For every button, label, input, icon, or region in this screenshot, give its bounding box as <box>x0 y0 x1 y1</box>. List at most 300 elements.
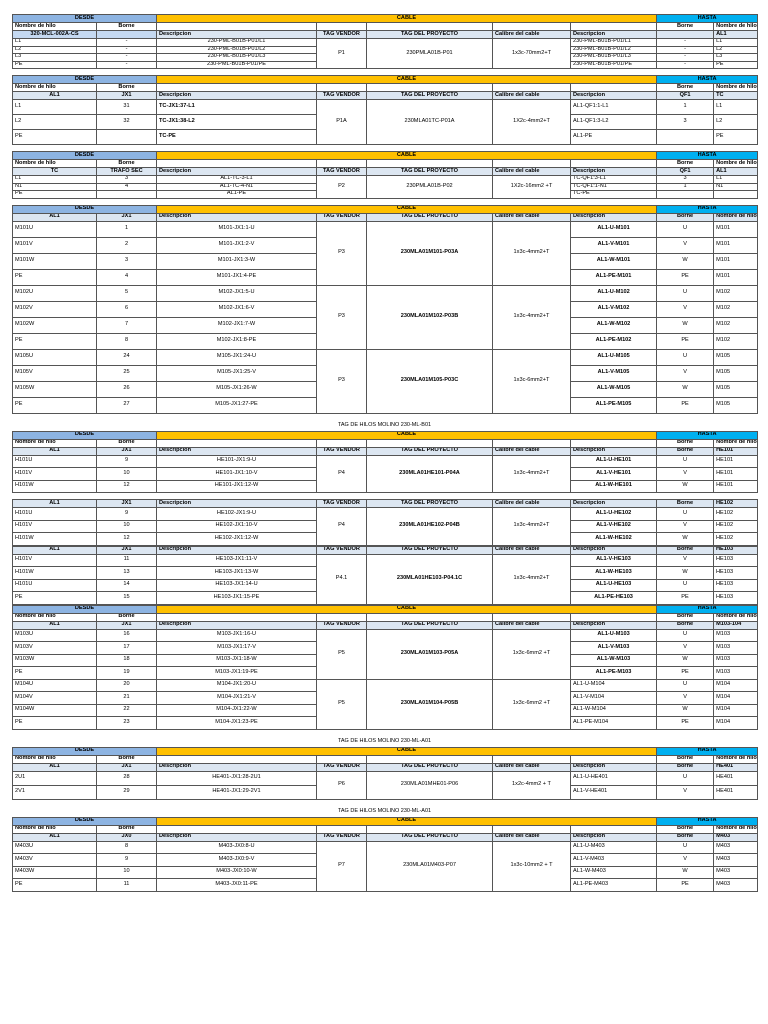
header-tag-proyecto: TAG DEL PROYECTO <box>367 833 493 841</box>
dest-description: AL1-PE <box>571 130 657 145</box>
source-description: M102-JX1:6-V <box>157 301 317 317</box>
group-cable: CABLE <box>157 205 657 213</box>
dest-description: 230-PML-B01B-P01/L2 <box>571 46 657 54</box>
dest-name: PE <box>714 130 758 145</box>
header-descripcion: Descripcion <box>571 31 657 39</box>
source-description: M103-JX1:17-V <box>157 642 317 655</box>
wire-name: PE <box>13 592 97 605</box>
terminal: 6 <box>97 301 157 317</box>
header-source: AL1 <box>13 92 97 100</box>
header-descripcion: Descripcion <box>571 168 657 176</box>
project-tag: 230MLA01HE101-P04A <box>367 455 493 493</box>
table-row <box>13 554 758 567</box>
source-description: HE401-JX1:28-2U1 <box>157 771 317 785</box>
cable-table <box>12 546 758 605</box>
cable-block <box>12 605 757 730</box>
wire-name: M403U <box>13 841 97 854</box>
wire-name: M403V <box>13 854 97 867</box>
header-source: AL1 <box>13 833 97 841</box>
dest-name: M102 <box>714 317 758 333</box>
dest-description: AL1-PE-M103 <box>571 667 657 680</box>
wire-name: L3 <box>13 54 97 62</box>
header-source: AL1 <box>13 447 97 455</box>
source-description: M104-JX1:21-V <box>157 692 317 705</box>
table-cell <box>157 160 317 168</box>
terminal <box>97 191 157 199</box>
header-descripcion: Descripcion <box>157 92 317 100</box>
project-tag: 230MLA01M101-P03A <box>367 221 493 285</box>
table-row <box>13 629 758 642</box>
wire-name: M103U <box>13 629 97 642</box>
group-hasta: HASTA <box>657 747 758 755</box>
table-cell <box>367 23 493 31</box>
terminal: 31 <box>97 100 157 115</box>
subheader-row <box>13 825 758 833</box>
header-borne <box>657 31 714 39</box>
source-description: HE103-JX1:11-V <box>157 554 317 567</box>
header-borne: Borne <box>657 825 714 833</box>
table-cell <box>157 613 317 621</box>
header-borne: Borne <box>657 755 714 763</box>
header-borne: Borne <box>657 546 714 554</box>
cable-gauge: 1x3c-10mm2 + T <box>493 841 571 891</box>
group-desde: DESDE <box>13 747 157 755</box>
header-descripcion: Descripcion <box>571 447 657 455</box>
header-descripcion: Descripcion <box>157 621 317 629</box>
header-nombre-hilo: Nombre de hilo <box>13 439 97 447</box>
dest-name: M102 <box>714 301 758 317</box>
terminal: 9 <box>97 508 157 521</box>
dest-name: M105 <box>714 397 758 413</box>
header-borne: Borne <box>657 447 714 455</box>
dest-description: AL1-U-M104 <box>571 679 657 692</box>
header-terminal: JX0 <box>97 833 157 841</box>
table-cell <box>571 755 657 763</box>
table-cell <box>317 755 367 763</box>
group-header-row <box>13 76 758 84</box>
source-description: M403-JX0:10-W <box>157 866 317 879</box>
terminal: 9 <box>97 455 157 468</box>
cable-block <box>12 546 757 605</box>
header-descripcion: Descripcion <box>157 500 317 508</box>
cable-gauge: 1x3c-6mm2+T <box>493 349 571 413</box>
wire-name: PE <box>13 879 97 892</box>
dest-description: AL1-V-M403 <box>571 854 657 867</box>
group-cable: CABLE <box>157 76 657 84</box>
dest-description: AL1-PE-M104 <box>571 717 657 730</box>
dest-description: AL1-V-HE401 <box>571 785 657 799</box>
header-tag-proyecto: TAG DEL PROYECTO <box>367 546 493 554</box>
dest-name: HE103 <box>714 567 758 580</box>
source-description: 230-PML-B01B-P01/PE <box>157 61 317 69</box>
header-nombre-hilo: Nombre de hilo <box>13 825 97 833</box>
dest-description: AL1-V-M102 <box>571 301 657 317</box>
header-calibre: Calibre del cable <box>493 546 571 554</box>
header-borne: Borne <box>97 825 157 833</box>
header-tag-vendor: TAG VENDOR <box>317 833 367 841</box>
tag-vendor: P7 <box>317 841 367 891</box>
dest-name: M104 <box>714 679 758 692</box>
dest-description: TC-PE <box>571 191 657 199</box>
terminal: 18 <box>97 654 157 667</box>
source-description: HE103-JX1:14-U <box>157 579 317 592</box>
header-nombre-hilo: Nombre de hilo <box>714 84 758 92</box>
header-destination: TC <box>714 92 758 100</box>
dest-name: L1 <box>714 100 758 115</box>
terminal: 4 <box>97 183 157 191</box>
dest-description: AL1-V-M103 <box>571 642 657 655</box>
header-borne: Borne <box>657 23 714 31</box>
subheader-row <box>13 160 758 168</box>
dest-description: AL1-PE-M403 <box>571 879 657 892</box>
dest-name: N1 <box>714 183 758 191</box>
header-descripcion: Descripcion <box>157 546 317 554</box>
cable-block <box>12 806 757 892</box>
tag-vendor: P3 <box>317 221 367 285</box>
cable-block <box>12 420 757 494</box>
dest-name: L2 <box>714 115 758 130</box>
header-nombre-hilo: Nombre de hilo <box>714 825 758 833</box>
project-tag: 230PMLA01B-P02 <box>367 176 493 199</box>
column-header-row <box>13 31 758 39</box>
terminal: 17 <box>97 642 157 655</box>
table-row <box>13 100 758 115</box>
source-description: AL1-PE <box>157 191 317 199</box>
dest-name: M403 <box>714 879 758 892</box>
source-description: HE102-JX1:12-W <box>157 533 317 546</box>
table-cell <box>571 23 657 31</box>
cable-table <box>12 14 758 69</box>
dest-description: AL1-U-M403 <box>571 841 657 854</box>
dest-name: M105 <box>714 349 758 365</box>
terminal: 23 <box>97 717 157 730</box>
dest-terminal: 1 <box>657 100 714 115</box>
header-destination: HE102 <box>714 500 758 508</box>
dest-description: TC-QF1:1-N1 <box>571 183 657 191</box>
table-row <box>13 771 758 785</box>
source-description: HE102-JX1:9-U <box>157 508 317 521</box>
project-tag: 230MLA01HE102-P04B <box>367 508 493 546</box>
table-row <box>13 508 758 521</box>
table-cell <box>367 613 493 621</box>
dest-terminal: 1 <box>657 183 714 191</box>
tag-vendor: P4.1 <box>317 554 367 604</box>
dest-description: AL1-W-M105 <box>571 381 657 397</box>
header-terminal: JX1 <box>97 763 157 771</box>
tag-vendor: P4 <box>317 508 367 546</box>
source-description: 230-PML-B01B-P01/L3 <box>157 54 317 62</box>
terminal: 26 <box>97 381 157 397</box>
table-row <box>13 679 758 692</box>
header-nombre-hilo: Nombre de hilo <box>13 160 97 168</box>
dest-name: M102 <box>714 285 758 301</box>
dest-terminal: V <box>657 692 714 705</box>
column-header-row <box>13 447 758 455</box>
header-borne: QF1 <box>657 92 714 100</box>
terminal: 16 <box>97 629 157 642</box>
wire-name: M102U <box>13 285 97 301</box>
source-description: M102-JX1:5-U <box>157 285 317 301</box>
header-borne: Borne <box>657 833 714 841</box>
project-tag: 230MLA01M105-P03C <box>367 349 493 413</box>
group-desde: DESDE <box>13 76 157 84</box>
column-header-row <box>13 92 758 100</box>
group-desde: DESDE <box>13 15 157 23</box>
header-tag-vendor: TAG VENDOR <box>317 500 367 508</box>
header-calibre: Calibre del cable <box>493 763 571 771</box>
dest-terminal: V <box>657 520 714 533</box>
table-cell <box>571 613 657 621</box>
dest-name: HE103 <box>714 592 758 605</box>
dest-description: AL1-PE-HE103 <box>571 592 657 605</box>
source-description: M105-JX1:25-V <box>157 365 317 381</box>
wire-name: M403W <box>13 866 97 879</box>
header-calibre: Calibre del cable <box>493 447 571 455</box>
dest-name: M104 <box>714 717 758 730</box>
group-header-row <box>13 747 758 755</box>
header-descripcion: Descripcion <box>571 546 657 554</box>
dest-terminal: V <box>657 365 714 381</box>
dest-name: M105 <box>714 381 758 397</box>
source-description: M105-JX1:26-W <box>157 381 317 397</box>
dest-name: HE401 <box>714 785 758 799</box>
dest-description: AL1-W-M104 <box>571 704 657 717</box>
table-cell <box>493 84 571 92</box>
terminal: 21 <box>97 692 157 705</box>
terminal: 24 <box>97 349 157 365</box>
dest-terminal: W <box>657 654 714 667</box>
subheader-row <box>13 23 758 31</box>
header-descripcion: Descripcion <box>571 621 657 629</box>
source-description: M102-JX1:7-W <box>157 317 317 333</box>
header-borne: Borne <box>657 613 714 621</box>
header-tag-proyecto: TAG DEL PROYECTO <box>367 763 493 771</box>
wire-name: L1 <box>13 176 97 184</box>
tag-vendor: P5 <box>317 629 367 679</box>
header-descripcion: Descripcion <box>571 92 657 100</box>
wire-name: M105V <box>13 365 97 381</box>
header-borne: Borne <box>97 84 157 92</box>
group-desde: DESDE <box>13 205 157 213</box>
project-tag: 230MLA01MHE01-P06 <box>367 771 493 799</box>
header-nombre-hilo: Nombre de hilo <box>13 613 97 621</box>
subheader-row <box>13 755 758 763</box>
source-description: TC-PE <box>157 130 317 145</box>
group-hasta: HASTA <box>657 15 758 23</box>
source-description: TC-JX1:37-L1 <box>157 100 317 115</box>
dest-terminal: U <box>657 679 714 692</box>
cable-table <box>12 431 758 494</box>
wire-name: L1 <box>13 100 97 115</box>
header-calibre: Calibre del cable <box>493 500 571 508</box>
group-header-row <box>13 817 758 825</box>
dest-description: 230-PML-B01B-P01/L3 <box>571 54 657 62</box>
terminal: 9 <box>97 854 157 867</box>
header-nombre-hilo: Nombre de hilo <box>13 23 97 31</box>
header-tag-proyecto: TAG DEL PROYECTO <box>367 168 493 176</box>
source-description: AL1-TC-3-L1 <box>157 176 317 184</box>
dest-terminal: U <box>657 349 714 365</box>
tag-vendor: P3 <box>317 349 367 413</box>
header-source: AL1 <box>13 621 97 629</box>
header-source: AL1 <box>13 763 97 771</box>
dest-terminal: W <box>657 567 714 580</box>
header-tag-vendor: TAG VENDOR <box>317 546 367 554</box>
terminal: 22 <box>97 704 157 717</box>
header-descripcion: Descripcion <box>157 833 317 841</box>
header-borne: Borne <box>657 500 714 508</box>
block-title: TAG DE HILOS MOLINO 230-ML-A01 <box>337 737 432 744</box>
header-terminal: JX1 <box>97 546 157 554</box>
cable-block <box>12 151 757 199</box>
dest-name: HE102 <box>714 533 758 546</box>
header-source: 320-MCL-002A-CS <box>13 31 97 39</box>
dest-name: M101 <box>714 221 758 237</box>
header-borne: Borne <box>657 439 714 447</box>
terminal: 28 <box>97 771 157 785</box>
table-row <box>13 176 758 184</box>
header-calibre: Calibre del cable <box>493 31 571 39</box>
dest-description: 230-PML-B01B-P01/PE <box>571 61 657 69</box>
table-cell <box>157 439 317 447</box>
terminal: 12 <box>97 533 157 546</box>
source-description: M101-JX1:2-V <box>157 237 317 253</box>
block-title: TAG DE HILOS MOLINO 230-ML-A01 <box>337 807 432 814</box>
group-desde: DESDE <box>13 152 157 160</box>
tag-vendor: P5 <box>317 679 367 729</box>
source-description: M102-JX1:8-PE <box>157 333 317 349</box>
table-cell <box>367 755 493 763</box>
group-cable: CABLE <box>157 747 657 755</box>
header-calibre: Calibre del cable <box>493 833 571 841</box>
table-row <box>13 841 758 854</box>
group-header-row <box>13 205 758 213</box>
wire-name: M101W <box>13 253 97 269</box>
source-description: M105-JX1:24-U <box>157 349 317 365</box>
cable-gauge: 1x3c-4mm2+T <box>493 455 571 493</box>
dest-description: AL1-V-HE101 <box>571 468 657 481</box>
dest-name: HE103 <box>714 554 758 567</box>
source-description: M104-JX1:23-PE <box>157 717 317 730</box>
table-cell <box>493 613 571 621</box>
dest-description: AL1-V-M101 <box>571 237 657 253</box>
column-header-row <box>13 500 758 508</box>
wire-name: M103W <box>13 654 97 667</box>
dest-terminal: W <box>657 704 714 717</box>
header-destination: AL1 <box>714 31 758 39</box>
source-description: M104-JX1:20-U <box>157 679 317 692</box>
source-description: M105-JX1:27-PE <box>157 397 317 413</box>
header-descripcion: Descripcion <box>157 447 317 455</box>
dest-terminal: U <box>657 771 714 785</box>
tag-vendor: P3 <box>317 285 367 349</box>
dest-name: M403 <box>714 841 758 854</box>
table-cell <box>157 825 317 833</box>
project-tag: 230MLA01M403-P07 <box>367 841 493 891</box>
dest-terminal: W <box>657 317 714 333</box>
dest-terminal: W <box>657 381 714 397</box>
dest-name: HE101 <box>714 480 758 493</box>
dest-terminal: PE <box>657 717 714 730</box>
group-hasta: HASTA <box>657 817 758 825</box>
group-header-row <box>13 152 758 160</box>
wire-name: H101V <box>13 468 97 481</box>
dest-description: AL1-V-M105 <box>571 365 657 381</box>
project-tag: 230MLA01M103-P05A <box>367 629 493 679</box>
dest-terminal: W <box>657 866 714 879</box>
dest-name: HE101 <box>714 468 758 481</box>
header-borne: Borne <box>97 439 157 447</box>
wire-name: H101W <box>13 533 97 546</box>
wire-name: PE <box>13 397 97 413</box>
wire-name: L2 <box>13 115 97 130</box>
group-header-row <box>13 431 758 439</box>
cable-gauge: 1x3c-4mm2+T <box>493 508 571 546</box>
terminal: 29 <box>97 785 157 799</box>
wire-name: M105W <box>13 381 97 397</box>
wire-name: H101V <box>13 554 97 567</box>
wire-name: M104V <box>13 692 97 705</box>
dest-name: PE <box>714 61 758 69</box>
terminal: 14 <box>97 579 157 592</box>
header-tag-proyecto: TAG DEL PROYECTO <box>367 213 493 221</box>
source-description: HE102-JX1:10-V <box>157 520 317 533</box>
wire-name: 2V1 <box>13 785 97 799</box>
header-descripcion: Descripcion <box>157 168 317 176</box>
cable-table <box>12 605 758 730</box>
wire-name: M105U <box>13 349 97 365</box>
header-calibre: Calibre del cable <box>493 213 571 221</box>
header-destination: AL1 <box>714 168 758 176</box>
terminal: 8 <box>97 333 157 349</box>
terminal: 7 <box>97 317 157 333</box>
cable-schedule-sheet <box>12 14 757 892</box>
cable-gauge: 1X2c-4mm2+T <box>493 100 571 145</box>
group-hasta: HASTA <box>657 605 758 613</box>
cable-gauge: 1x3c-4mm2+T <box>493 221 571 285</box>
dest-terminal: - <box>657 61 714 69</box>
header-terminal: JX1 <box>97 447 157 455</box>
dest-description: AL1-W-HE101 <box>571 480 657 493</box>
dest-description: AL1-W-M103 <box>571 654 657 667</box>
dest-description: AL1-W-M101 <box>571 253 657 269</box>
cable-gauge: 1X2c-16mm2 +T <box>493 176 571 199</box>
header-borne: QF1 <box>657 168 714 176</box>
source-description: HE401-JX1:29-2V1 <box>157 785 317 799</box>
header-nombre-hilo: Nombre de hilo <box>714 439 758 447</box>
wire-name: PE <box>13 61 97 69</box>
group-hasta: HASTA <box>657 152 758 160</box>
dest-name: M103 <box>714 667 758 680</box>
dest-name: L1 <box>714 39 758 47</box>
wire-name: 2U1 <box>13 771 97 785</box>
table-row <box>13 39 758 47</box>
table-cell <box>157 23 317 31</box>
terminal: 3 <box>97 253 157 269</box>
group-cable: CABLE <box>157 15 657 23</box>
dest-description: AL1-V-M104 <box>571 692 657 705</box>
header-descripcion: Descripcion <box>571 213 657 221</box>
dest-name: L3 <box>714 54 758 62</box>
wire-name: PE <box>13 269 97 285</box>
table-cell <box>367 160 493 168</box>
project-tag: 230MLA01M102-P03B <box>367 285 493 349</box>
dest-terminal: V <box>657 785 714 799</box>
dest-description: AL1-QF1:3-L2 <box>571 115 657 130</box>
header-nombre-hilo: Nombre de hilo <box>714 23 758 31</box>
table-cell <box>493 825 571 833</box>
header-borne: Borne <box>97 613 157 621</box>
